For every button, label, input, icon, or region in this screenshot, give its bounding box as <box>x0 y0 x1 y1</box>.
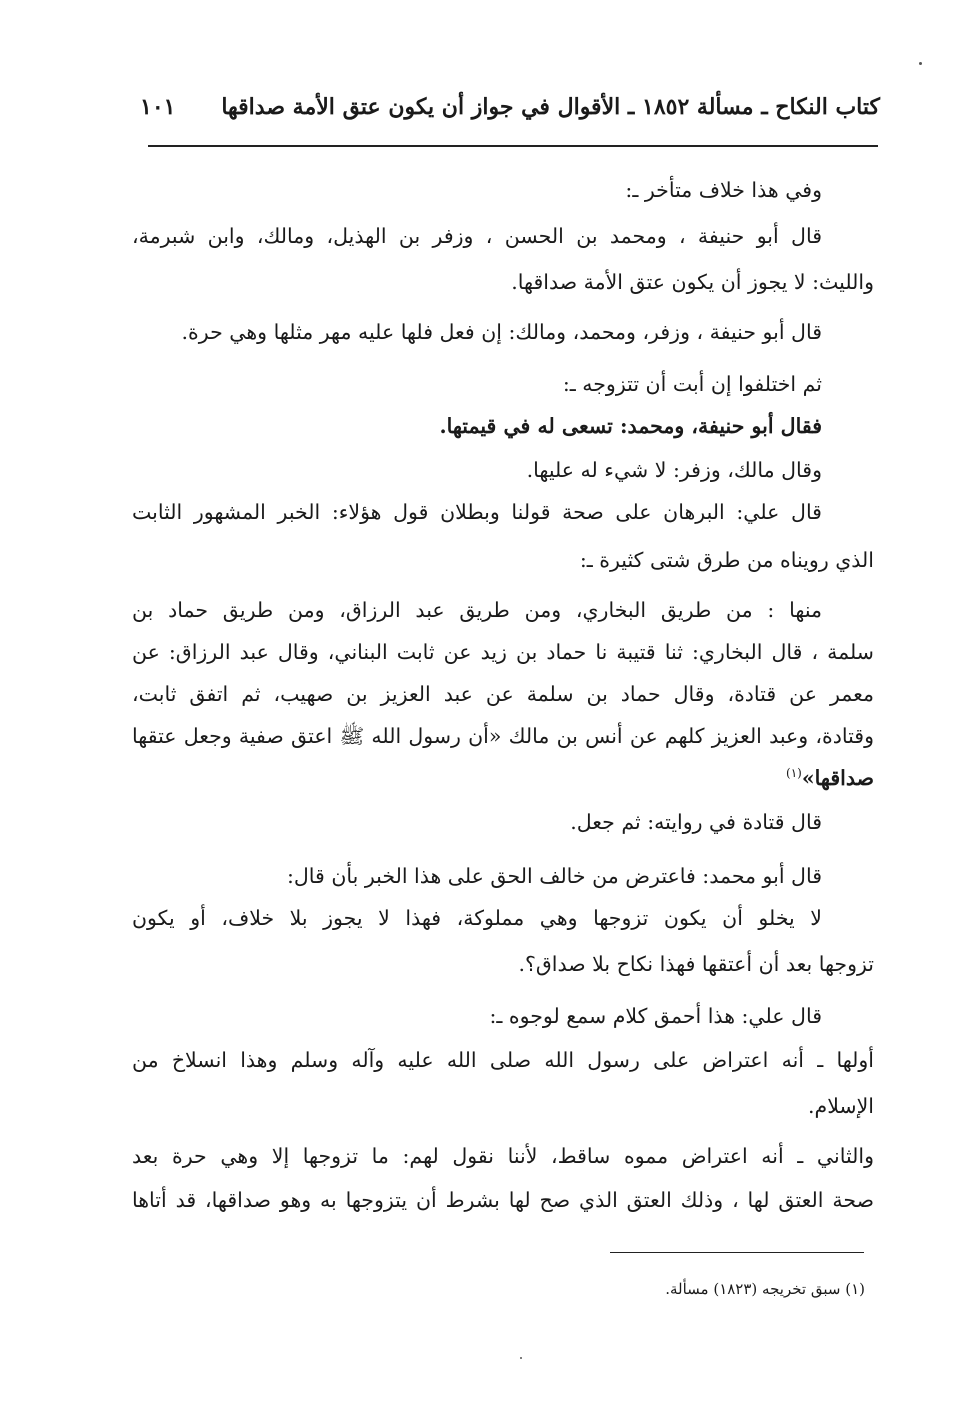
footnote: (١) سبق تخريجه (١٨٢٣) مسألة. <box>665 1280 865 1298</box>
text-line: أولها ـ أنه اعتراض على رسول الله صلى الله عليه وآله وسلم وهذا انسلاخ من <box>132 1048 874 1072</box>
text-line: قال أبو محمد: فاعترض من خالف الحق على هذا الخبر بأن قال: <box>286 864 822 888</box>
header-title: كتاب النكاح ـ مسألة ١٨٥٢ ـ الأقوال في جواز أن يكون عتق الأمة صداقها <box>221 94 880 120</box>
text-line: قال أبو حنيفة ، وزفر، ومحمد، ومالك: إن فعل فلها عليه مهر مثلها وهي حرة. <box>181 320 822 344</box>
text-line: وقال مالك، وزفر: لا شيء له عليها. <box>526 458 822 482</box>
text-line: الذي رويناه من طرق شتى كثيرة ـ: <box>579 548 874 572</box>
text-line: صحة العتق لها ، وذلك العتق الذي صح لها بشرط أن يتزوجها به وهو صداقها، قد أتاها <box>132 1188 874 1212</box>
text-line: الإسلام. <box>807 1094 874 1118</box>
text-line: قال أبو حنيفة ، ومحمد بن الحسن ، وزفر بن الهذيل، ومالك، وابن شبرمة، <box>132 224 822 248</box>
text-line: قال علي: البرهان على صحة قولنا وبطلان قول هؤلاء: الخبر المشهور الثابت <box>132 500 822 524</box>
scan-speck <box>520 1357 522 1359</box>
scan-speck <box>919 62 922 65</box>
text-line <box>132 406 822 446</box>
page-number: ١٠١ <box>140 94 176 120</box>
text-line: لا يخلو أن يكون تزوجها وهي مملوكة، فهذا لا يجوز بلا خلاف، أو يكون <box>132 906 822 930</box>
body-text <box>132 0 874 1240</box>
text-line: سلمة ، قال البخاري: ثنا قتيبة نا حماد بن زيد عن ثابت البناني، وقال عبد الرزاق: عن <box>132 640 874 664</box>
text-line: معمر عن قتادة، وقال حماد بن سلمة عن عبد العزيز بن صهيب، ثم اتفق ثابت، <box>132 682 874 706</box>
bold-text: فقال أبو حنيفة، ومحمد: تسعى له في قيمتها. <box>439 414 822 438</box>
text-line: ثم اختلفوا إن أبت أن تتزوجه ـ: <box>562 372 822 396</box>
text-line: وفي هذا خلاف متأخر ـ: <box>625 178 822 202</box>
text-line <box>132 758 874 798</box>
text-line: قال علي: هذا أحمق كلام سمع لوجوه ـ: <box>489 1004 822 1028</box>
text-line: قال قتادة في روايته: ثم جعل. <box>570 810 822 834</box>
text-line: والليث: لا يجوز أن يكون عتق الأمة صداقها. <box>511 270 874 294</box>
bold-text: صداقها» <box>801 766 874 790</box>
text-line: منها : من طريق البخاري، ومن طريق عبد الرزاق، ومن طريق حماد بن <box>132 598 822 622</box>
footnote-divider <box>610 1252 864 1253</box>
footnote-marker: (١) <box>786 766 802 781</box>
text-line: تزوجها بعد أن أعتقها فهذا نكاح بلا صداق؟. <box>518 952 874 976</box>
text-line: وقتادة، وعبد العزيز كلهم عن أنس بن مالك «أن رسول الله ﷺ اعتق صفية وجعل عتقها <box>132 724 874 748</box>
text-line: والثاني ـ أنه اعتراض مموه ساقط، لأننا نقول لهم: ما تزوجها إلا وهي حرة بعد <box>132 1144 874 1168</box>
